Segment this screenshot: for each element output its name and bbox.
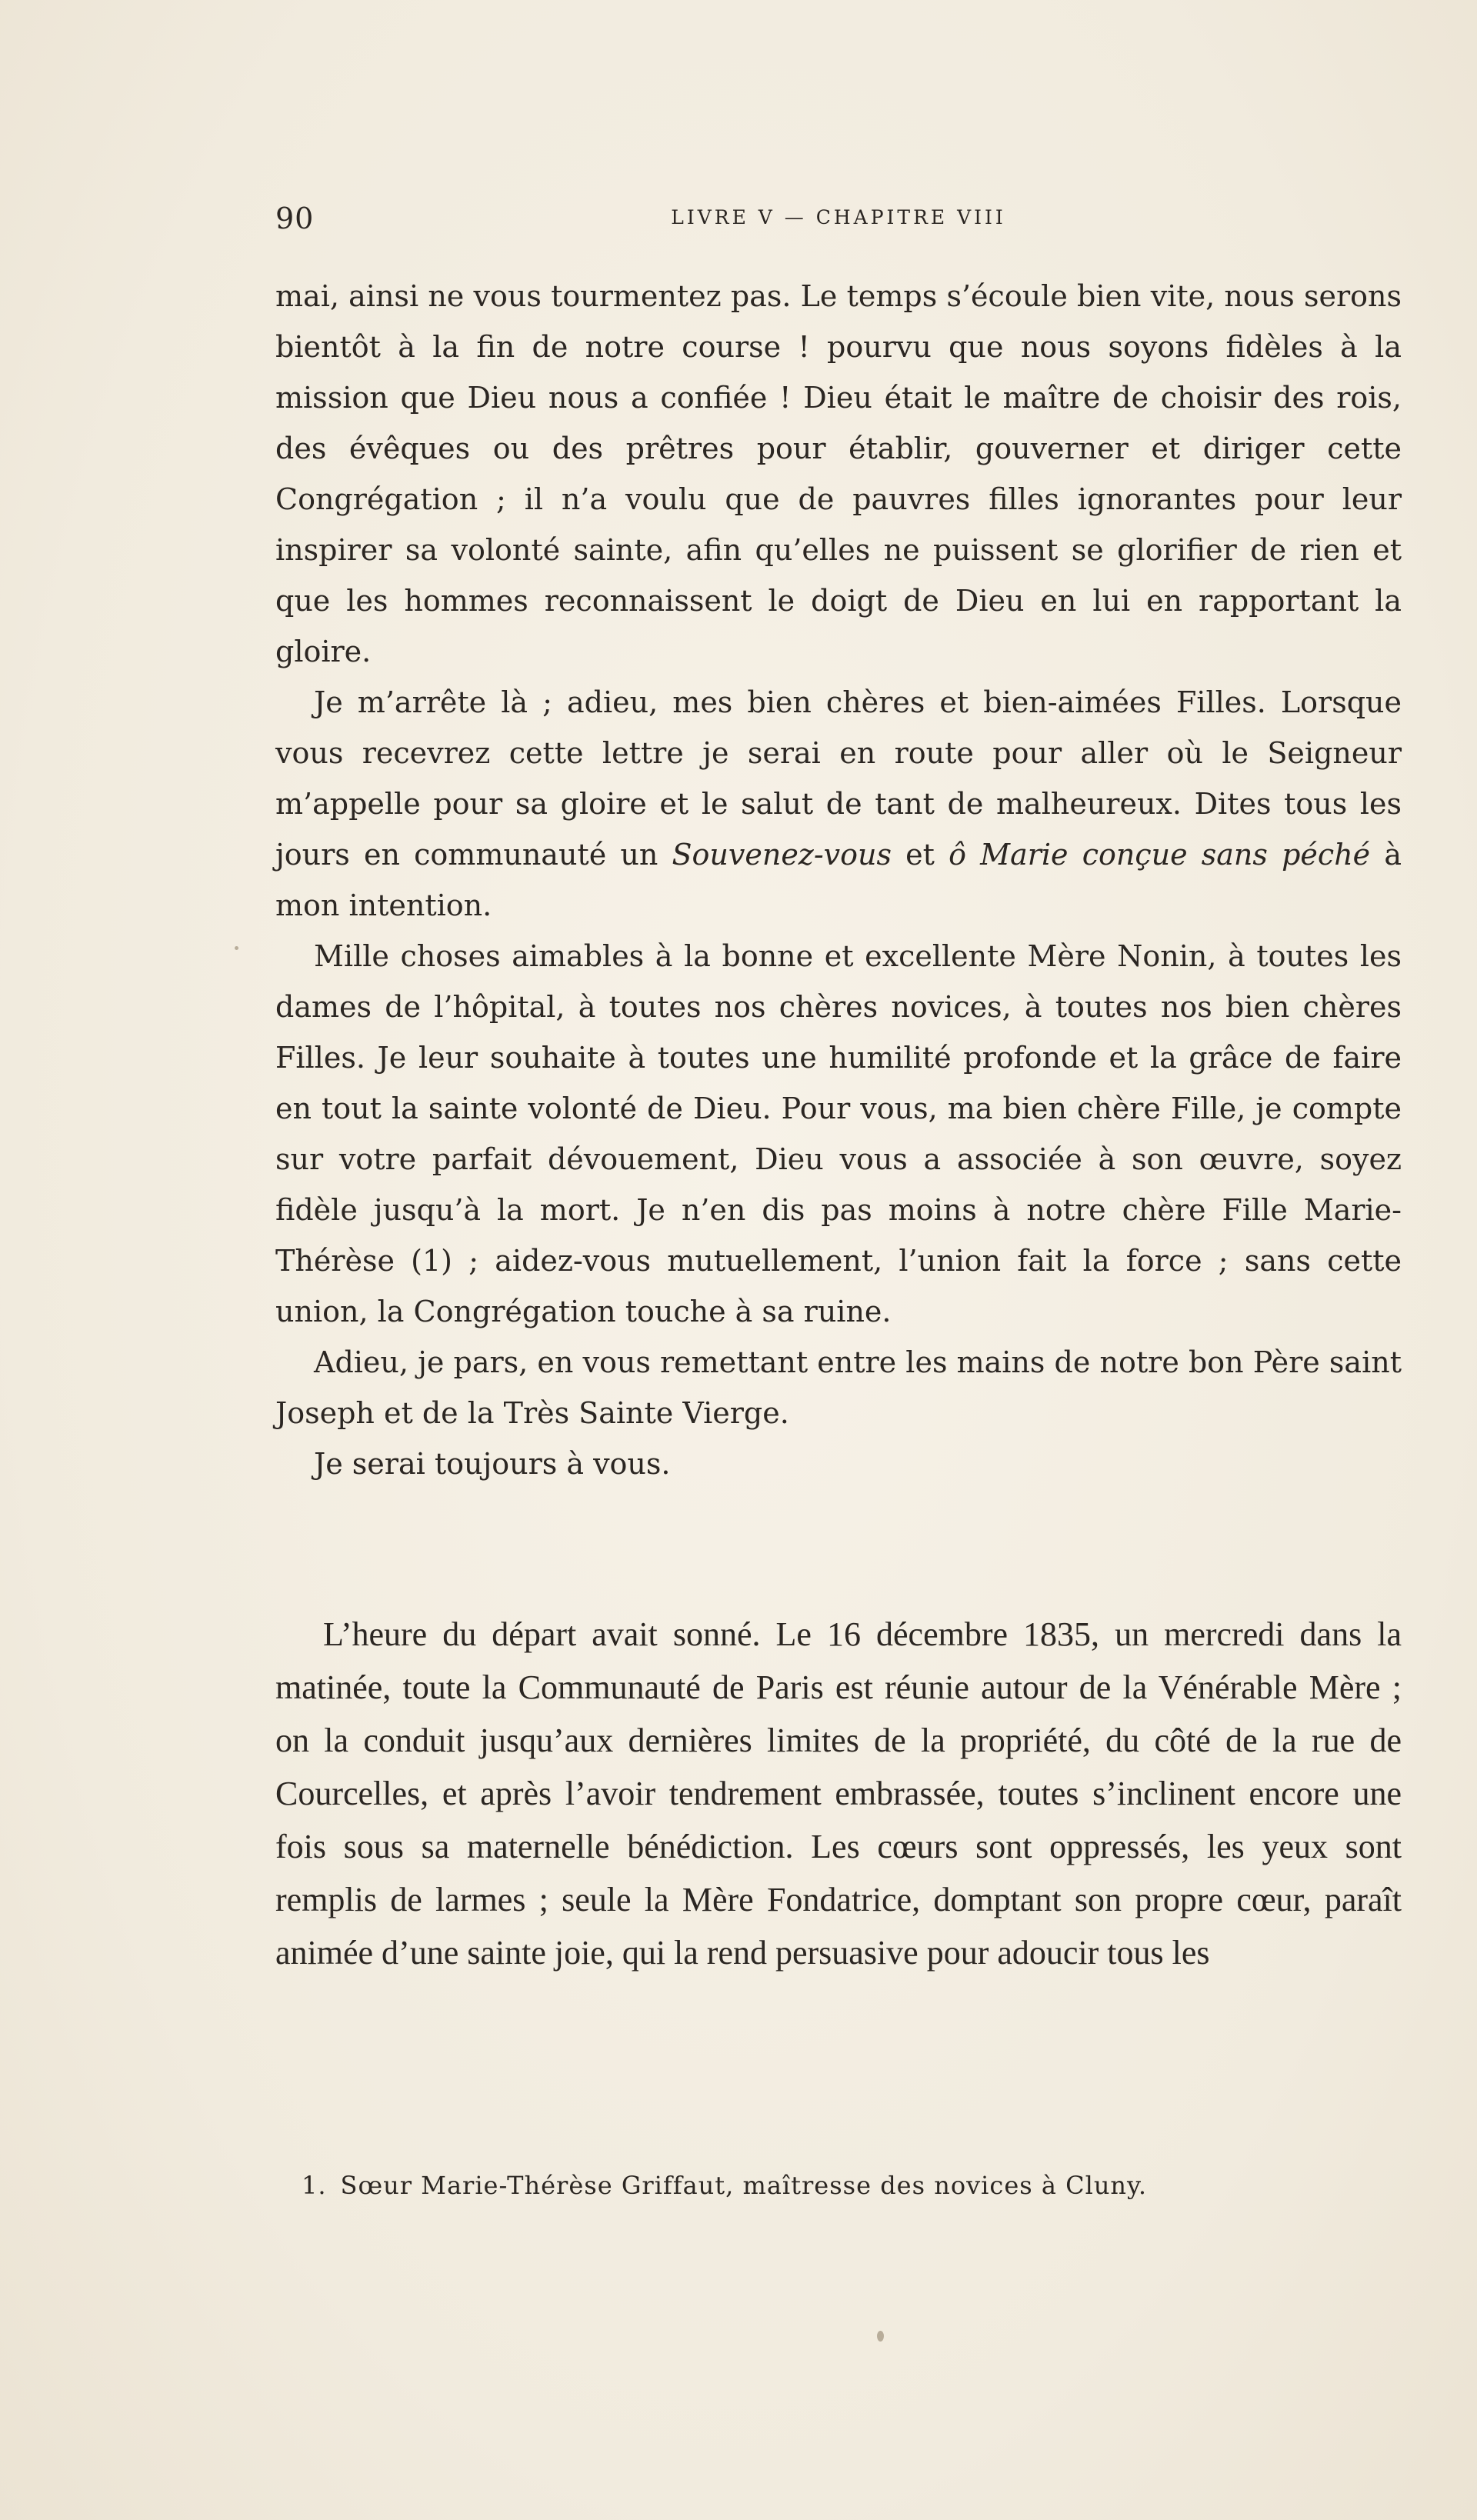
paper-speck — [877, 2331, 884, 2342]
running-head: LIVRE V — CHAPITRE VIII — [671, 206, 1006, 228]
letter-paragraph — [275, 677, 1402, 931]
letter-paragraph: Mille choses aimables à la bonne et excellente Mère Nonin, à toutes les dames de l’hôpital, à toutes nos chères novices, à toutes nos bien chères Filles. Je leur souhaite à toutes une humilité profonde et la grâce de faire en tout la sainte volonté de Dieu. Pour vous, ma bien chère Fille, je compte sur votre parfait dévouement, Dieu vous a associée à son œuvre, soyez fidèle jusqu’à la mort. Je n’en dis pas moins à notre chère Fille Marie-Thérèse (1) ; aidez-vous mutuellement, l’union fait la force ; sans cette union, la Congrégation touche à sa ruine. — [275, 939, 1402, 1328]
letter-paragraph: Je serai toujours à vous. — [314, 1447, 671, 1481]
page-header — [275, 202, 1402, 240]
footnote-text: Sœur Marie-Thérèse Griffaut, maîtresse des novices à Cluny. — [340, 2171, 1148, 2200]
italic-prayer-title: Souvenez-vous — [672, 838, 892, 872]
letter-paragraph: Adieu, je pars, en vous remettant entre les mains de notre bon Père saint Joseph et de la Très Sainte Vierge. — [275, 1345, 1402, 1430]
footnote-number: 1. — [302, 2171, 327, 2200]
paper-speck — [235, 946, 238, 950]
letter-text-run: et — [891, 838, 949, 872]
narrative-paragraph: L’heure du départ avait sonné. Le 16 décembre 1835, un mercredi dans la matinée, toute la Communauté de Paris est réunie autour de la Vénérable Mère ; on la conduit jusqu’aux dernières limites de la propriété, du côté de la rue de Courcelles, et après l’avoir tendrement embrassée, toutes s’inclinent encore une fois sous sa maternelle bénédiction. Les cœurs sont oppressés, les yeux sont remplis de larmes ; seule la Mère Fondatrice, domptant son propre cœur, paraît animée d’une sainte joie, qui la rend persuasive pour adoucir tous les — [275, 1615, 1402, 1972]
letter-text — [275, 271, 1402, 1489]
page-number: 90 — [275, 202, 315, 235]
footnote — [302, 2171, 1379, 2200]
letter-text-run: Je m’arrête là ; adieu, mes bien chères et bien-aimées Filles. Lorsque vous recevrez cette lettre je serai en route pour aller où le Seigneur m’appelle pour sa gloire et le salut de tant de malheureux. Dites tous les jours en communauté un — [275, 685, 1402, 872]
italic-prayer-title: ô Marie conçue sans péché — [949, 838, 1371, 872]
narrative-text — [275, 1608, 1402, 1979]
letter-text-run: à mon intention. — [275, 838, 1402, 922]
letter-paragraph: mai, ainsi ne vous tourmentez pas. Le temps s’écoule bien vite, nous serons bientôt à la fin de notre course ! pourvu que nous soyons fidèles à la mission que Dieu nous a confiée ! Dieu était le maître de choisir des rois, des évêques ou des prêtres pour établir, gouverner et diriger cette Congrégation ; il n’a voulu que de pauvres filles ignorantes pour leur inspirer sa volonté sainte, afin qu’elles ne puissent se glorifier de rien et que les hommes reconnaissent le doigt de Dieu en lui en rapportant la gloire. — [275, 279, 1402, 668]
